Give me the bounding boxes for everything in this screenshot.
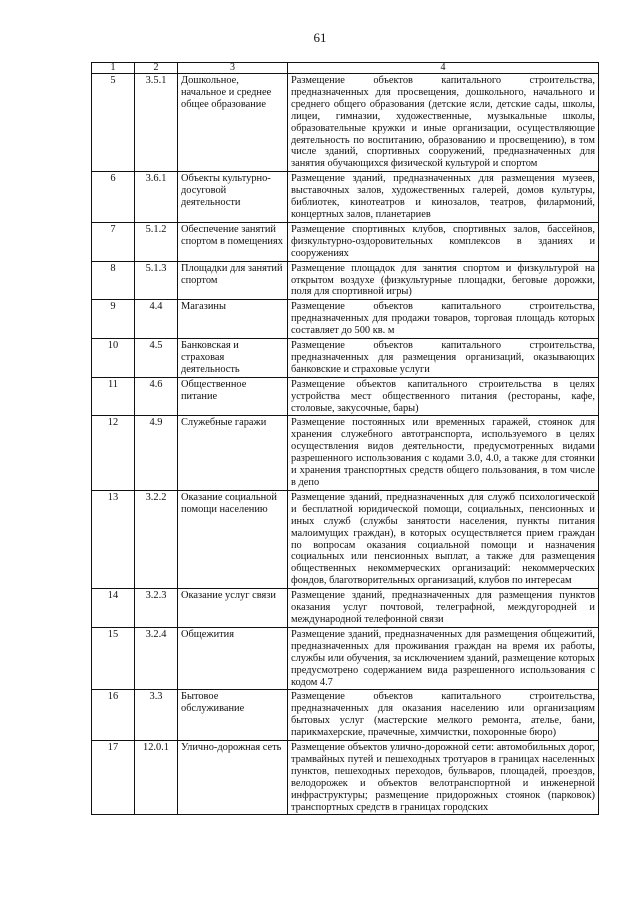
row-number: 5: [92, 74, 135, 172]
row-use-name: Банковская и страховая деятельность: [178, 339, 288, 378]
row-description: Размещение постоянных или временных гаражей, стоянок для хранения служебного автотранспорта, используемого в целях осуществления видов деятельности, предусмотренных видами разрешенного использования с кодами 3.0, 4.0, а также для стоянки и хранения транспортных средств общего пользования, в том числе в депо: [288, 416, 599, 490]
row-number: 8: [92, 261, 135, 300]
row-description: Размещение зданий, предназначенных для размещения музеев, выставочных залов, художественных галерей, домов культуры, библиотек, кинотеатров и кинозалов, театров, филармоний, концертных залов, планетариев: [288, 172, 599, 223]
table-row: [92, 377, 599, 416]
table-row: [92, 339, 599, 378]
row-number: 9: [92, 300, 135, 339]
row-code: 3.2.2: [135, 490, 178, 588]
row-use-name: Улично-дорожная сеть: [178, 741, 288, 815]
row-use-name: Обеспечение занятий спортом в помещениях: [178, 222, 288, 261]
row-code: 4.4: [135, 300, 178, 339]
row-code: 4.6: [135, 377, 178, 416]
table-row: [92, 172, 599, 223]
row-description: Размещение объектов капитального строительства, предназначенных для оказания населению или организациям бытовых услуг (мастерские мелкого ремонта, ателье, бани, парикмахерские, прачечные, химчистки, похоронные бюро): [288, 690, 599, 741]
table-row: [92, 416, 599, 490]
row-number: 15: [92, 627, 135, 690]
row-code: 4.5: [135, 339, 178, 378]
row-description: Размещение объектов улично-дорожной сети: автомобильных дорог, трамвайных путей и пешеходных тротуаров в границах населенных пунктов, пешеходных переходов, бульваров, площадей, проездов, велодорожек и объектов велотранспортной и инженерной инфраструктуры; размещение придорожных стоянок (парковок) транспортных средств в границах городских: [288, 741, 599, 815]
table-row: [92, 741, 599, 815]
table-header-row: [92, 63, 599, 74]
land-use-table: [91, 62, 599, 815]
row-use-name: Оказание социальной помощи населению: [178, 490, 288, 588]
row-code: 5.1.3: [135, 261, 178, 300]
row-description: Размещение спортивных клубов, спортивных залов, бассейнов, физкультурно-оздоровительных комплексов в зданиях и сооружениях: [288, 222, 599, 261]
row-use-name: Магазины: [178, 300, 288, 339]
row-description: Размещение площадок для занятия спортом и физкультурой на открытом воздухе (физкультурные площадки, беговые дорожки, поля для спортивной игры): [288, 261, 599, 300]
header-col-2: 2: [135, 63, 178, 74]
row-use-name: Площадки для занятий спортом: [178, 261, 288, 300]
row-number: 10: [92, 339, 135, 378]
header-col-1: 1: [92, 63, 135, 74]
row-description: Размещение зданий, предназначенных для размещения общежитий, предназначенных для проживания граждан на время их работы, службы или обучения, за исключением зданий, размещение которых предусмотрено содержанием вида разрешенного использования с кодом 4.7: [288, 627, 599, 690]
row-number: 14: [92, 589, 135, 628]
row-number: 17: [92, 741, 135, 815]
row-code: 4.9: [135, 416, 178, 490]
table-row: [92, 690, 599, 741]
header-col-3: 3: [178, 63, 288, 74]
row-number: 11: [92, 377, 135, 416]
row-code: 3.2.3: [135, 589, 178, 628]
row-use-name: Служебные гаражи: [178, 416, 288, 490]
header-col-4: 4: [288, 63, 599, 74]
table-row: [92, 261, 599, 300]
table-row: [92, 300, 599, 339]
row-description: Размещение зданий, предназначенных для служб психологической и бесплатной юридической помощи, социальных, пенсионных и иных служб (службы занятости населения, пункты питания малоимущих граждан), в которых осуществляется прием граждан по вопросам оказания социальной помощи и назначения социальных или пенсионных выплат, а также для размещения общественных некоммерческих организаций: некоммерческих фондов, благотворительных организаций, клубов по интересам: [288, 490, 599, 588]
row-code: 12.0.1: [135, 741, 178, 815]
row-use-name: Бытовое обслуживание: [178, 690, 288, 741]
row-code: 3.6.1: [135, 172, 178, 223]
row-use-name: Общежития: [178, 627, 288, 690]
table-row: [92, 490, 599, 588]
row-code: 5.1.2: [135, 222, 178, 261]
row-number: 6: [92, 172, 135, 223]
table-row: [92, 589, 599, 628]
row-use-name: Объекты культурно-досуговой деятельности: [178, 172, 288, 223]
row-code: 3.5.1: [135, 74, 178, 172]
row-number: 16: [92, 690, 135, 741]
row-description: Размещение объектов капитального строительства, предназначенных для просвещения, дошкольного, начального и среднего общего образования (детские ясли, детские сады, школы, лицеи, гимназии, художественные, музыкальные школы, образовательные кружки и иные организации, осуществляющие деятельность по воспитанию, образованию и просвещению), в том числе зданий, спортивных сооружений, предназначенных для занятия обучающихся физической культурой и спортом: [288, 74, 599, 172]
page-number: 61: [313, 30, 327, 45]
row-code: 3.3: [135, 690, 178, 741]
row-description: Размещение объектов капитального строительства в целях устройства мест общественного питания (рестораны, кафе, столовые, закусочные, бары): [288, 377, 599, 416]
table-row: [92, 74, 599, 172]
table-row: [92, 627, 599, 690]
row-use-name: Дошкольное, начальное и среднее общее образование: [178, 74, 288, 172]
row-code: 3.2.4: [135, 627, 178, 690]
row-description: Размещение объектов капитального строительства, предназначенных для размещения организаций, оказывающих банковские и страховые услуги: [288, 339, 599, 378]
row-use-name: Общественное питание: [178, 377, 288, 416]
table-row: [92, 222, 599, 261]
row-use-name: Оказание услуг связи: [178, 589, 288, 628]
row-number: 13: [92, 490, 135, 588]
row-number: 7: [92, 222, 135, 261]
row-description: Размещение зданий, предназначенных для размещения пунктов оказания услуг почтовой, телеграфной, междугородней и международной телефонной связи: [288, 589, 599, 628]
row-number: 12: [92, 416, 135, 490]
row-description: Размещение объектов капитального строительства, предназначенных для продажи товаров, торговая площадь которых составляет до 500 кв. м: [288, 300, 599, 339]
